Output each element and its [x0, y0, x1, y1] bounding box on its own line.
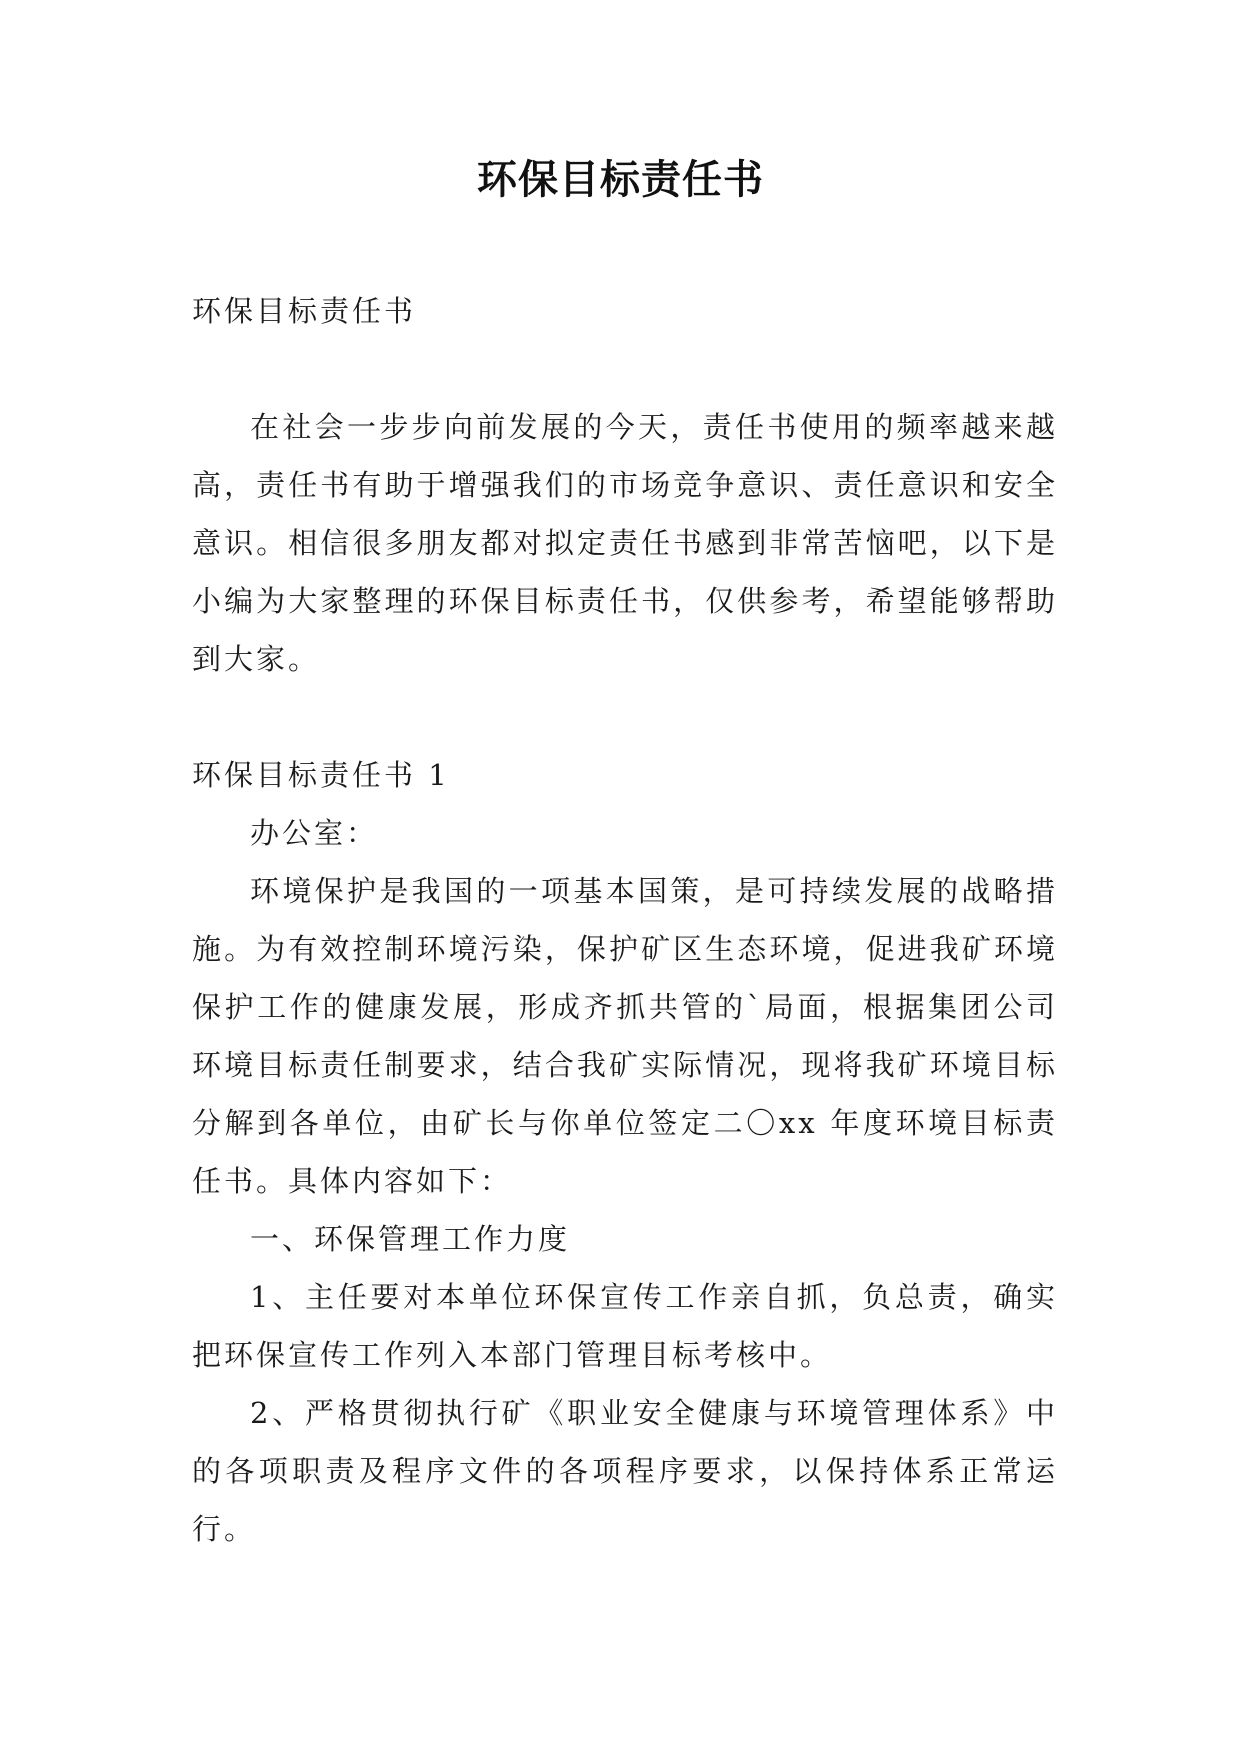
document-title: 环保目标责任书 [477, 157, 764, 203]
intro-paragraph: 在社会一步步向前发展的今天，责任书使用的频率越来越高，责任书有助于增强我们的市场竞争意识、责任意识和安全意识。相信很多朋友都对拟定责任书感到非常苦恼吧，以下是小编为大家整理的环保目标责任书，仅供参考，希望能够帮助到大家。 [192, 410, 1058, 676]
document-body [192, 282, 1058, 1558]
item-heading: 一、环保管理工作力度 [250, 1222, 571, 1256]
item-2: 2、严格贯彻执行矿《职业安全健康与环境管理体系》中的各项职责及程序文件的各项程序要求，以保持体系正常运行。 [192, 1396, 1058, 1546]
document-subtitle: 环保目标责任书 [192, 294, 417, 328]
item-1: 1、主任要对本单位环保宣传工作亲自抓，负总责，确实把环保宣传工作列入本部门管理目标考核中。 [192, 1280, 1058, 1372]
addressee: 办公室： [250, 816, 379, 850]
body-paragraph: 环境保护是我国的一项基本国策，是可持续发展的战略措施。为有效控制环境污染，保护矿区生态环境，促进我矿环境保护工作的健康发展，形成齐抓共管的`局面，根据集团公司环境目标责任制要求，结合我矿实际情况，现将我矿环境目标分解到各单位，由矿长与你单位签定二〇xx 年度环境目标责任书。具体内容如下： [192, 874, 1058, 1198]
section-heading: 环保目标责任书 1 [192, 758, 450, 792]
